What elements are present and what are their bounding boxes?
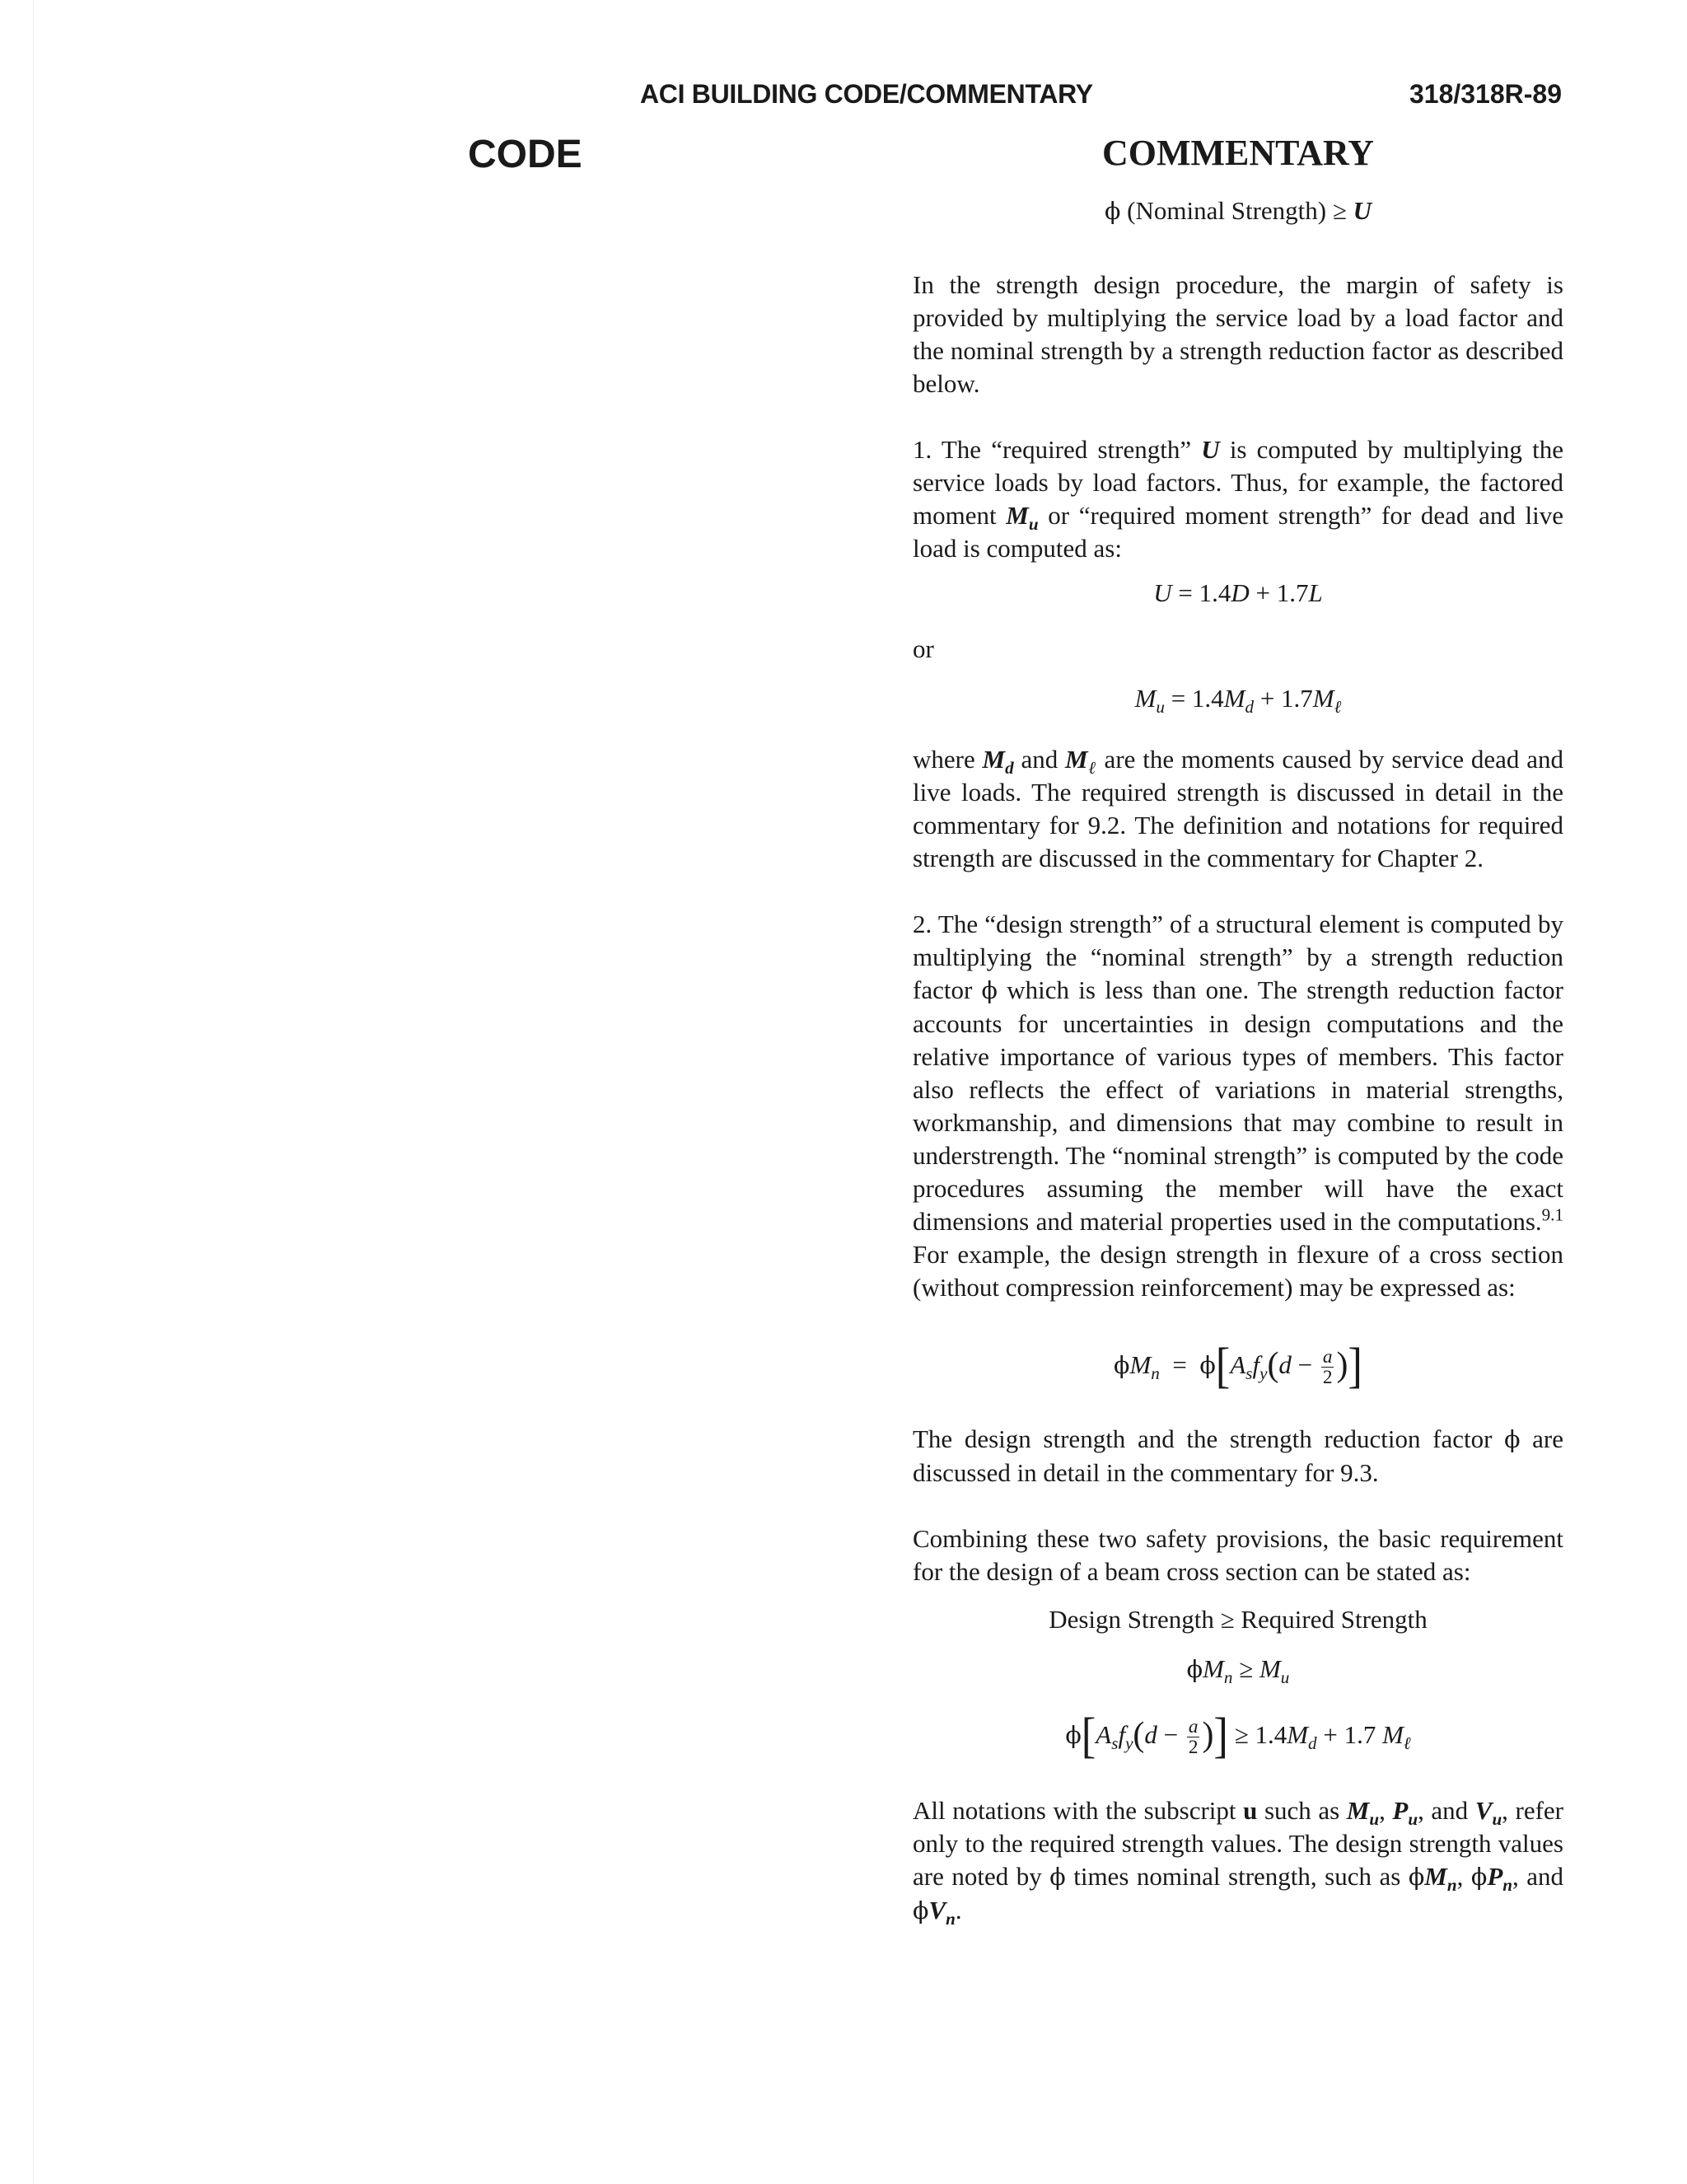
subscript: n — [1446, 1875, 1457, 1896]
equation-u-load-combination — [913, 577, 1563, 616]
variable-p: P — [1392, 1796, 1409, 1825]
variable-a: A — [1230, 1350, 1246, 1379]
right-parenthesis: ) — [1202, 1716, 1214, 1755]
subscript: u — [1408, 1809, 1418, 1830]
variable-m: M — [1203, 1654, 1224, 1683]
variable-f: f — [1252, 1350, 1260, 1379]
subscript: d — [1245, 697, 1255, 718]
fraction — [1187, 1717, 1200, 1758]
minus-sign: − — [1291, 1350, 1319, 1379]
equation-text: + 1.7 — [1254, 684, 1313, 713]
phi-symbol: ϕ — [1186, 1656, 1203, 1683]
right-parenthesis: ) — [1336, 1346, 1348, 1385]
text-span: are discussed in detail in the commentary for 9.3. — [913, 1424, 1563, 1487]
variable-m: M — [1346, 1796, 1370, 1825]
equation-text: ≥ 1.4 — [1227, 1720, 1287, 1749]
fraction-numerator: a — [1322, 1345, 1333, 1368]
equation-text: + 1.7 — [1249, 578, 1309, 607]
commentary-column — [913, 194, 1563, 1928]
variable-u: U — [1153, 578, 1172, 607]
variable-d: d — [1144, 1720, 1157, 1749]
phi-symbol: ϕ — [1408, 1864, 1425, 1891]
text-span: , and — [1418, 1796, 1475, 1825]
fraction-denominator: 2 — [1188, 1737, 1199, 1759]
variable-p: P — [1487, 1862, 1503, 1891]
variable-m: M — [1065, 745, 1088, 774]
subscript: u — [1369, 1809, 1380, 1830]
subscript: n — [1502, 1875, 1512, 1896]
text-span: , and — [1512, 1862, 1564, 1891]
text-span: 2. The “design strength” of a structural element is computed by multiplying the “nominal strength” by a strength reduction factor — [913, 910, 1563, 1004]
equation-text: = 1.4 — [1164, 684, 1224, 713]
subscript: n — [1223, 1667, 1233, 1688]
variable-d: d — [1278, 1350, 1292, 1379]
text-span: such as — [1257, 1796, 1347, 1825]
variable-m: M — [1382, 1720, 1404, 1749]
subscript: u — [1280, 1667, 1290, 1688]
subscript: ℓ — [1087, 758, 1097, 779]
right-bracket: ] — [1348, 1338, 1362, 1394]
subscript: y — [1259, 1363, 1268, 1384]
left-parenthesis: ( — [1133, 1716, 1145, 1755]
commentary-column-heading: COMMENTARY — [1101, 133, 1375, 173]
variable-m: M — [1129, 1350, 1152, 1379]
phi-symbol: ϕ — [1199, 1352, 1216, 1379]
subscript: s — [1245, 1363, 1253, 1384]
text-span: and — [1013, 745, 1066, 774]
scan-edge-line — [33, 0, 34, 2184]
variable-l: L — [1308, 578, 1323, 607]
notation-paragraph — [913, 1794, 1563, 1928]
subscript: y — [1125, 1733, 1133, 1754]
variable-m: M — [982, 745, 1006, 774]
text-span: which is less than one. The strength reduction factor accounts for uncertainties in design computations and the relative importance of various types of members. This factor also reflects the effect of variations in material strengths, workmanship, and dimensions that may combine to result in understrength. The “nominal strength” is computed by the code procedures assuming the member will have the exact dimensions and material properties used in the computations. — [913, 975, 1564, 1236]
variable-v: V — [1474, 1796, 1493, 1825]
text-span: For example, the design strength in flexure of a cross section (without compression reinforcement) may be expressed as: — [913, 1240, 1563, 1302]
phi-symbol: ϕ — [981, 977, 998, 1004]
text-span: All notations with the subscript — [913, 1796, 1244, 1825]
equation-text: + 1.7 — [1316, 1720, 1383, 1749]
variable-m: M — [1223, 684, 1245, 713]
equation-nominal-strength — [913, 194, 1563, 227]
required-strength-paragraph — [913, 433, 1563, 565]
text-span: , — [1379, 1796, 1393, 1825]
equation-phimn-ge-mu — [913, 1653, 1563, 1692]
variable-m: M — [1134, 684, 1157, 713]
subscript: d — [1308, 1733, 1317, 1754]
equation-mu-load-combination — [913, 682, 1563, 725]
fraction-numerator: a — [1188, 1715, 1199, 1737]
equals-sign: = — [1159, 1350, 1200, 1379]
subscript: s — [1111, 1733, 1119, 1754]
variable-f: f — [1118, 1720, 1126, 1749]
code-column-heading: CODE — [468, 133, 582, 176]
combining-paragraph: Combining these two safety provisions, the basic requirement for the design of a beam cross section can be stated as: — [913, 1524, 1563, 1586]
text-span: The design strength and the strength reduction factor — [913, 1424, 1505, 1453]
text-span: or “required moment strength” for dead and live load is computed as: — [913, 501, 1563, 563]
equation-text: (Nominal Strength) ≥ — [1120, 196, 1353, 225]
equation-full-requirement — [913, 1700, 1563, 1770]
phi-symbol: ϕ — [913, 1897, 929, 1924]
variable-a: A — [1096, 1720, 1112, 1749]
text-span: times nominal strength, such as — [1065, 1862, 1409, 1891]
subscript: u — [1156, 697, 1165, 718]
subscript: n — [946, 1909, 956, 1929]
intro-paragraph: In the strength design procedure, the margin of safety is provided by multiplying the service load by a load factor and the nominal strength by a strength reduction factor as described below. — [913, 270, 1563, 398]
subscript: n — [1151, 1363, 1160, 1384]
fraction-denominator: 2 — [1322, 1367, 1333, 1389]
equation-text: = 1.4 — [1171, 578, 1231, 607]
variable-m: M — [1312, 684, 1334, 713]
text-span: 1. The “required strength” — [913, 435, 1202, 464]
design-strength-paragraph — [913, 908, 1563, 1304]
variable-m: M — [1006, 501, 1029, 530]
subscript: u — [1492, 1809, 1502, 1830]
phi-symbol: ϕ — [1065, 1722, 1082, 1749]
or-word: or — [913, 634, 934, 663]
text-span: are the moments caused by service dead and live loads. The required strength is discussed in detail in the commentary for 9.2. The definition and notations for required strength are discussed in the commentary for Chapter 2. — [913, 745, 1563, 872]
variable-m: M — [1259, 1654, 1281, 1683]
phi-symbol: ϕ — [1104, 198, 1121, 225]
text-span: , refer only to the required strength values. The design strength values are noted by — [913, 1796, 1563, 1891]
text-span: , — [1456, 1862, 1471, 1891]
phi-symbol: ϕ — [1470, 1864, 1488, 1891]
phi-symbol: ϕ — [1114, 1352, 1130, 1379]
right-bracket: ] — [1213, 1708, 1228, 1764]
equation-text: ≥ — [1232, 1654, 1259, 1683]
variable-u: U — [1201, 435, 1220, 464]
variable-m: M — [1424, 1862, 1447, 1891]
text-span: . — [955, 1896, 962, 1924]
subscript: d — [1005, 758, 1014, 779]
design-strength-reference-paragraph — [913, 1423, 1563, 1490]
fraction — [1321, 1347, 1334, 1388]
variable-v: V — [928, 1896, 946, 1924]
left-parenthesis: ( — [1267, 1346, 1279, 1385]
left-bracket: [ — [1081, 1708, 1096, 1764]
equation-design-vs-required: Design Strength ≥ Required Strength — [1049, 1605, 1428, 1634]
bold-u: u — [1243, 1796, 1258, 1825]
phi-symbol: ϕ — [1049, 1864, 1066, 1891]
equation-design-flexure — [913, 1332, 1563, 1398]
subscript: ℓ — [1334, 697, 1342, 718]
document-number: 318/318R-89 — [1409, 79, 1562, 109]
variable-d: D — [1231, 578, 1250, 607]
running-head: ACI BUILDING CODE/COMMENTARY — [640, 79, 1093, 109]
phi-symbol: ϕ — [1504, 1426, 1521, 1453]
subscript: u — [1028, 514, 1039, 535]
variable-u: U — [1353, 196, 1372, 225]
text-span: where — [913, 745, 983, 774]
where-paragraph — [913, 743, 1563, 875]
minus-sign: − — [1157, 1720, 1185, 1749]
text-span: is computed by multiplying the service loads by load factors. Thus, for example, the factored moment — [913, 435, 1563, 530]
variable-m: M — [1287, 1720, 1309, 1749]
reference-superscript: 9.1 — [1541, 1204, 1563, 1225]
subscript: ℓ — [1403, 1733, 1411, 1754]
left-bracket: [ — [1215, 1338, 1231, 1394]
